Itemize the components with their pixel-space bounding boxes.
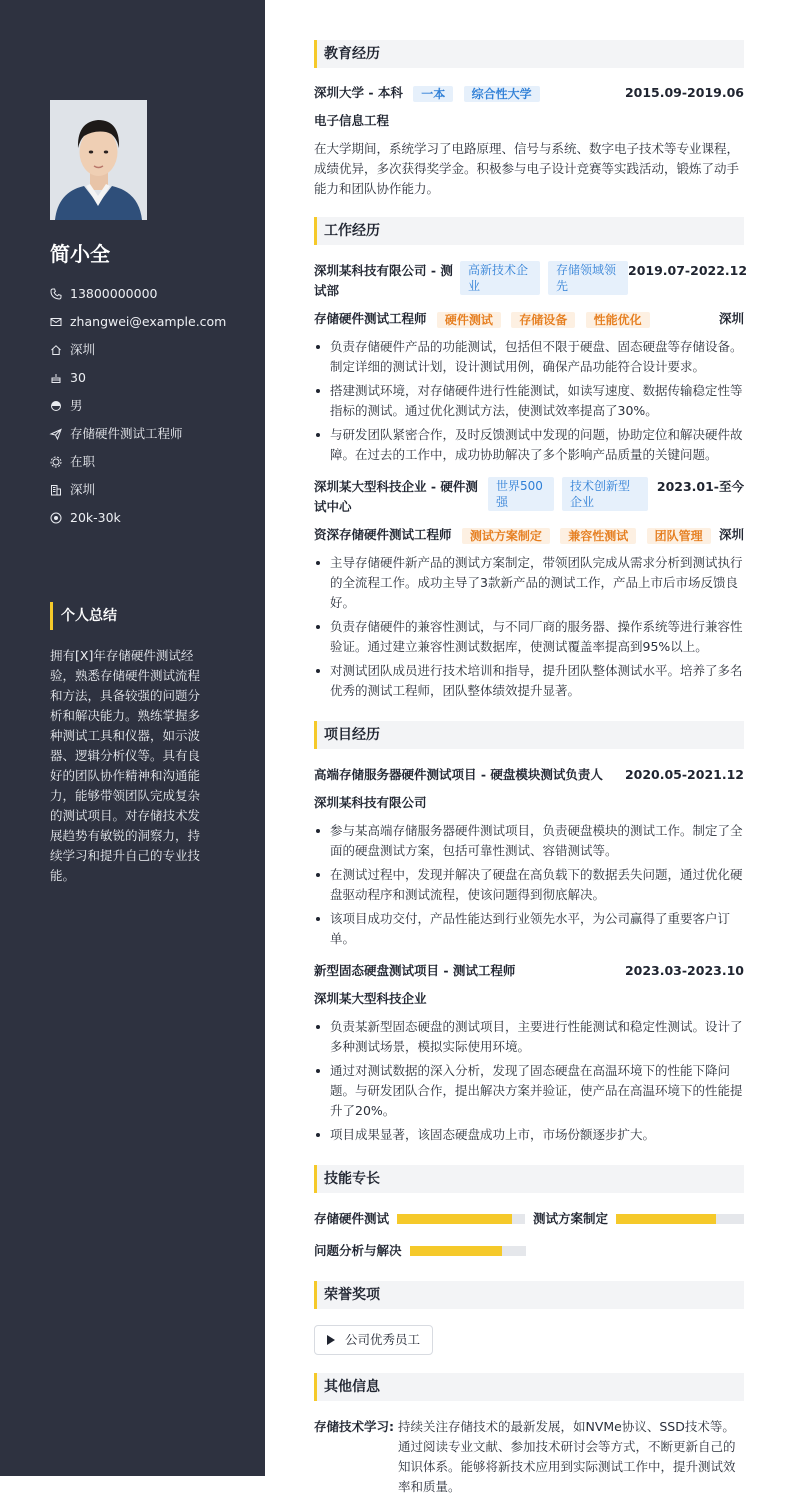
award-item[interactable] xyxy=(314,1325,433,1355)
avatar-image xyxy=(50,100,147,220)
education-school-line xyxy=(314,83,540,103)
other-text: 持续关注存储技术的最新发展，如NVMe协议、SSD技术等。通过阅读专业文献、参加技术研讨会等方式，不断更新自己的知识体系。能够将新技术应用到实际测试工作中，提升测试效率和质量。 xyxy=(398,1419,736,1494)
awards-heading: 荣誉奖项 xyxy=(314,1281,744,1309)
info-age xyxy=(50,364,250,392)
project-date: 2023.03-2023.10 xyxy=(624,963,744,978)
job-company-line xyxy=(314,261,628,301)
job-date: 2023.01-至今 xyxy=(656,479,744,494)
skill-bar-fill xyxy=(616,1214,716,1224)
skill-bar xyxy=(397,1214,525,1224)
job-skill-tag: 性能优化 xyxy=(586,312,650,328)
skills-row xyxy=(314,1209,744,1229)
job-company-tag: 世界500强 xyxy=(488,477,554,511)
projects-heading: 项目经历 xyxy=(314,721,744,749)
skill-name: 测试方案制定 xyxy=(532,1211,608,1226)
job-company-tag: 高新技术企业 xyxy=(460,261,540,295)
education-header xyxy=(314,83,744,103)
list-item: 在测试过程中，发现并解决了硬盘在高负载下的数据丢失问题，通过优化硬盘驱动程序和测试流程，使该问题得到彻底解决。 xyxy=(314,865,744,905)
project-company: 深圳某科技有限公司 xyxy=(314,795,427,810)
info-target-city xyxy=(50,476,250,504)
info-location xyxy=(50,336,250,364)
skills-row xyxy=(314,1241,744,1261)
info-email xyxy=(50,308,250,336)
list-item: 搭建测试环境，对存储硬件进行性能测试，如读写速度、数据传输稳定性等指标的测试。通过优化测试方法，使测试效率提高了30%。 xyxy=(314,381,744,421)
job-city: 深圳 xyxy=(718,527,744,542)
job-company: 深圳某大型科技企业 - 硬件测试中心 xyxy=(314,479,478,514)
job-skill-tag: 团队管理 xyxy=(647,528,711,544)
list-item: 该项目成功交付，产品性能达到行业领先水平，为公司赢得了重要客户订单。 xyxy=(314,909,744,949)
school-tag: 综合性大学 xyxy=(464,86,540,102)
job-city: 深圳 xyxy=(718,311,744,326)
list-item: 负责存储硬件的兼容性测试，与不同厂商的服务器、操作系统等进行兼容性验证。通过建立兼容性测试数据库，使测试覆盖率提高到95%以上。 xyxy=(314,617,744,657)
sidebar xyxy=(0,0,265,1476)
job-skill-tag: 兼容性测试 xyxy=(560,528,636,544)
person-name: 简小全 xyxy=(50,242,110,266)
job-skill-tag: 硬件测试 xyxy=(437,312,501,328)
summary-text: 拥有[X]年存储硬件测试经验，熟悉存储硬件测试流程和方法，具备较强的问题分析和解决能力。熟练掌握多种测试工具和仪器，如示波器、逻辑分析仪等。具有良好的团队协作精神和沟通能力，能够带领团队完成复杂的测试项目。对存储技术发展趋势有敏锐的洞察力，持续学习和提升自己的专业技能。 xyxy=(50,648,201,883)
other-label: 存储技术学习: xyxy=(314,1419,394,1434)
job-company-tag: 技术创新型企业 xyxy=(562,477,648,511)
status-icon xyxy=(50,456,62,468)
skill-bar-fill xyxy=(410,1246,503,1256)
job-skill-tag: 存储设备 xyxy=(511,312,575,328)
skill-item xyxy=(314,1209,533,1229)
status-text: 在职 xyxy=(70,454,96,469)
skill-item xyxy=(533,1209,744,1229)
project-bullets xyxy=(314,1017,744,1145)
job-position-line xyxy=(314,525,744,545)
gender-text: 男 xyxy=(70,398,83,413)
profile-photo xyxy=(50,100,147,220)
age-text: 30 xyxy=(70,370,86,385)
send-icon xyxy=(50,428,62,440)
award-label: 公司优秀员工 xyxy=(345,1332,421,1347)
job-position-group xyxy=(314,525,711,545)
list-item: 与研发团队紧密合作，及时反馈测试中发现的问题，协助定位和解决硬件故障。在过去的工作中，成功协助解决了多个影响产品质量的关键问题。 xyxy=(314,425,744,465)
location-text: 深圳 xyxy=(70,342,96,357)
job-company-line xyxy=(314,477,648,517)
job-company-tag: 存储领域领先 xyxy=(548,261,628,295)
project-name: 新型固态硬盘测试项目 - 测试工程师 xyxy=(314,963,516,978)
education-heading: 教育经历 xyxy=(314,40,744,68)
info-salary xyxy=(50,504,250,532)
skill-item xyxy=(314,1241,526,1261)
skill-bar xyxy=(616,1214,744,1224)
list-item: 对测试团队成员进行技术培训和指导，提升团队整体测试水平。培养了多名优秀的测试工程师，团队整体绩效提升显著。 xyxy=(314,661,744,701)
project-header xyxy=(314,765,744,785)
list-item: 主导存储硬件新产品的测试方案制定，带领团队完成从需求分析到测试执行的全流程工作。成功主导了3款新产品的测试工作，产品上市后市场反馈良好。 xyxy=(314,553,744,613)
education-description: 在大学期间，系统学习了电路原理、信号与系统、数字电子技术等专业课程，成绩优异，多次获得奖学金。积极参与电子设计竞赛等实践活动，锻炼了动手能力和团队协作能力。 xyxy=(314,141,740,196)
target-job-text: 存储硬件测试工程师 xyxy=(70,426,183,441)
list-item: 负责存储硬件产品的功能测试，包括但不限于硬盘、固态硬盘等存储设备。制定详细的测试计划，设计测试用例，确保产品功能符合设计要求。 xyxy=(314,337,744,377)
phone-text: 13800000000 xyxy=(70,286,158,301)
job-skill-tag: 测试方案制定 xyxy=(462,528,550,544)
job-company: 深圳某科技有限公司 - 测试部 xyxy=(314,263,453,298)
list-item: 通过对测试数据的深入分析，发现了固态硬盘在高温环境下的性能下降问题。与研发团队合作，提出解决方案并验证，使产品在高温环境下的性能提升了20%。 xyxy=(314,1061,744,1121)
phone-icon xyxy=(50,288,62,300)
summary-heading: 个人总结 xyxy=(50,602,117,630)
project-date: 2020.05-2021.12 xyxy=(624,767,744,782)
project-name: 高端存储服务器硬件测试项目 - 硬盘模块测试负责人 xyxy=(314,767,603,782)
job-position-line xyxy=(314,309,744,329)
list-item: 参与某高端存储服务器硬件测试项目，负责硬盘模块的测试工作。制定了全面的硬盘测试方案，包括可靠性测试、容错测试等。 xyxy=(314,821,744,861)
project-bullets xyxy=(314,821,744,949)
job-date: 2019.07-2022.12 xyxy=(628,263,748,278)
age-icon xyxy=(50,372,62,384)
target-city-text: 深圳 xyxy=(70,482,96,497)
info-target-job xyxy=(50,420,250,448)
school-tag: 一本 xyxy=(413,86,453,102)
list-item: 负责某新型固态硬盘的测试项目，主要进行性能测试和稳定性测试。设计了多种测试场景，模拟实际使用环境。 xyxy=(314,1017,744,1057)
skills-heading: 技能专长 xyxy=(314,1165,744,1193)
list-item: 项目成果显著，该固态硬盘成功上市，市场份额逐步扩大。 xyxy=(314,1125,744,1145)
skill-name: 存储硬件测试 xyxy=(314,1211,390,1226)
skill-name: 问题分析与解决 xyxy=(314,1243,402,1258)
skill-bar xyxy=(410,1246,526,1256)
building-icon xyxy=(50,484,62,496)
job-header xyxy=(314,477,744,517)
other-heading: 其他信息 xyxy=(314,1373,744,1401)
play-icon xyxy=(327,1335,335,1345)
skill-bar-fill xyxy=(397,1214,512,1224)
info-status xyxy=(50,448,250,476)
job-bullets xyxy=(314,553,744,701)
email-text: zhangwei@example.com xyxy=(70,314,227,329)
education-date: 2015.09-2019.06 xyxy=(624,85,744,100)
school-name: 深圳大学 - 本科 xyxy=(314,85,403,100)
mail-icon xyxy=(50,316,62,328)
info-gender xyxy=(50,392,250,420)
other-info-row xyxy=(314,1417,744,1497)
job-bullets xyxy=(314,337,744,465)
job-header xyxy=(314,261,748,301)
salary-text: 20k-30k xyxy=(70,510,121,525)
job-position-group xyxy=(314,309,650,329)
education-major: 电子信息工程 xyxy=(314,113,390,128)
home-icon xyxy=(50,344,62,356)
main-content xyxy=(314,40,748,1497)
project-header xyxy=(314,961,744,981)
info-phone xyxy=(50,280,250,308)
job-position: 资深存储硬件测试工程师 xyxy=(314,527,452,542)
project-company: 深圳某大型科技企业 xyxy=(314,991,427,1006)
gender-icon xyxy=(50,400,62,412)
contact-info-list xyxy=(50,280,250,532)
salary-icon xyxy=(50,512,62,524)
job-position: 存储硬件测试工程师 xyxy=(314,311,427,326)
work-heading: 工作经历 xyxy=(314,217,744,245)
awards-list xyxy=(314,1325,744,1355)
